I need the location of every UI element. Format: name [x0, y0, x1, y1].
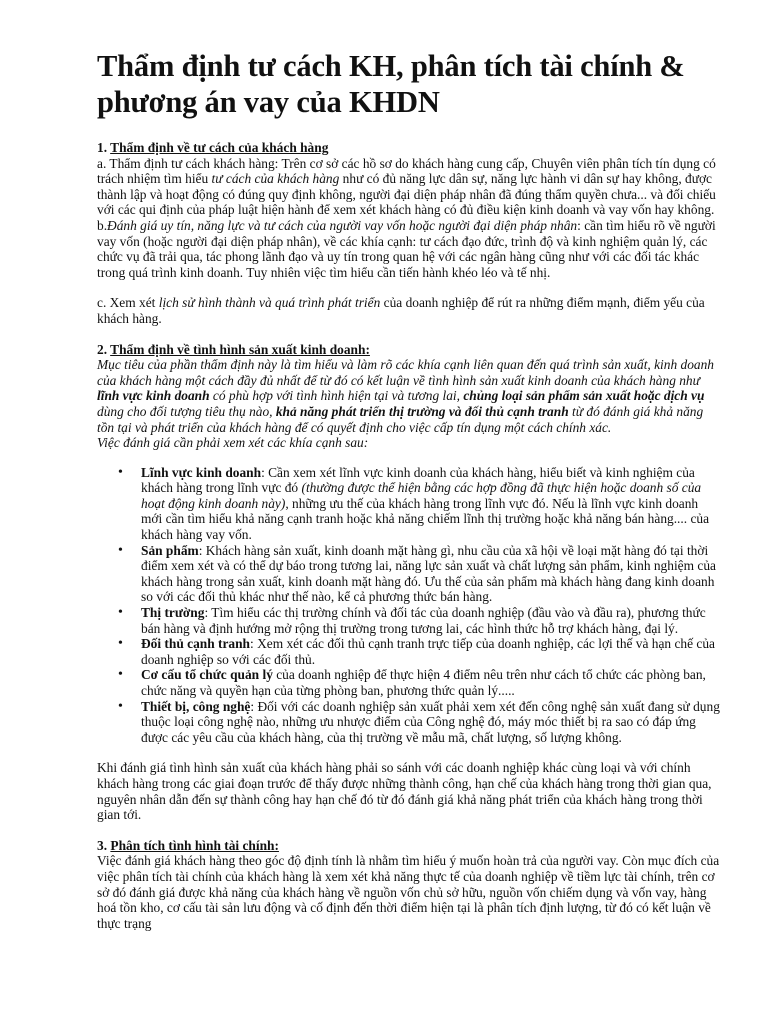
section-1-number: 1. — [97, 140, 111, 155]
intro-text-1: Mục tiêu của phần thẩm định này là tìm hiểu và làm rõ các khía cạnh liên quan đến quá trình sản xuất, kinh doanh của khách hàng một cách đầy đủ nhất để từ đó có kết luận về tình hình sản xuất kinh doanh của khách hàng như — [97, 357, 714, 388]
list-item-label: Thị trường — [141, 605, 205, 621]
list-item-text: : Tìm hiểu các thị trường chính và đối tác của doanh nghiệp (đầu vào và đầu ra), phương thức bán hàng và định hướng mở rộng thị trường trong tương lai, các hình thức hỗ trợ khách hàng, đại lý. — [141, 605, 706, 636]
intro-text-3: dùng cho đối tượng tiêu thụ nào, — [97, 403, 276, 419]
para-a-text-2: như có đủ năng lực dân sự, năng lực hành vi dân sự hay không, được thành lập và hoạt động có đúng quy định không, người đại diện pháp nhân đã đúng thẩm quyền chưa... và đối chiếu với các qui định của pháp luật hiện hành để xem xét khách hàng có đủ điều kiện kinh doanh và vay vốn hay không. — [97, 171, 716, 218]
list-item — [141, 667, 722, 698]
section-3-number: 3. — [97, 837, 111, 853]
intro-bold-3: khả năng phát triển thị trường và đối thủ cạnh tranh — [275, 403, 569, 419]
list-item-label: Cơ cấu tổ chức quản lý — [141, 667, 273, 683]
list-item-emphasis: (thường được thể hiện bằng các hợp đồng đã thực hiện hoặc doanh số của hoạt động kinh doanh này) — [141, 480, 702, 511]
list-item-text: : Cần xem xét lĩnh vực kinh doanh của khách hàng, hiểu biết và kinh nghiệm của khách hàng trong lĩnh vực đó — [141, 464, 695, 496]
intro-bold-2: chủng loại sản phẩm sản xuất hoặc dịch vụ — [463, 388, 705, 404]
section-2-closing: Khi đánh giá tình hình sản xuất của khách hàng phải so sánh với các doanh nghiệp khác cùng loại và với chính khách hàng trong các giai đoạn trước để thấy được những thành công, hạn chế của khách hàng trong thời gian qua, nguyên nhân dẫn đến sự thành công hay hạn chế đó từ đó đánh giá khả năng phát triển của khách hàng trong thời gian tới. — [97, 760, 712, 823]
list-item-text-2: , những ưu thế của khách hàng trong lĩnh vực đó. Nếu là lĩnh vực kinh doanh mới cần tìm hiểu khả năng cạnh tranh hoặc khả năng chiếm lĩnh thị trường hoặc khả năng bán hàng.... của khách hàng vay vốn. — [141, 495, 710, 543]
document-title: Thẩm định tư cách KH, phân tích tài chính & phương án vay của KHDN — [97, 49, 685, 119]
section-2 — [97, 342, 722, 823]
list-item-label: Lĩnh vực kinh doanh — [141, 464, 262, 480]
list-item — [141, 605, 722, 636]
list-item-label: Đối thủ cạnh tranh — [141, 636, 251, 652]
list-item — [141, 543, 722, 605]
section-1-heading — [97, 140, 722, 156]
section-2-intro — [97, 357, 722, 435]
section-2-heading — [97, 342, 722, 358]
para-b-emphasis: Đánh giá uy tín, năng lực và tư cách của người vay vốn hoặc người đại diện pháp nhân — [107, 217, 578, 233]
list-item-text: của doanh nghiệp để thực hiện 4 điểm nêu trên như cách tổ chức các phòng ban, chức năng và quyền hạn của từng phòng ban, phương thức quản lý..... — [141, 667, 706, 698]
intro-text-5: Việc đánh giá cần phải xem xét các khía cạnh sau: — [97, 435, 369, 451]
para-a-text-1: a. Thẩm định tư cách khách hàng: Trên cơ sở các hồ sơ do khách hàng cung cấp, Chuyên viên phân tích tín dụng có trách nhiệm tìm hiểu — [97, 155, 716, 187]
para-b-text-2: : cần tìm hiểu rõ về người vay vốn (hoặc người đại diện pháp nhân), về các khía cạnh: tư cách đạo đức, trình độ và kinh nghiệm quản lý, các chức vụ đã trải qua, tác phong lãnh đạo và uy tín trong quan hệ với các ngân hàng cũng như với các đối tác khác trong quá trình kinh doanh. Tuy nhiên việc tìm hiểu cần tiến hành khéo léo và tế nhị. — [97, 217, 716, 280]
para-c-emphasis: lịch sử hình thành và quá trình phát triển — [158, 295, 381, 311]
para-c-text-2: của doanh nghiệp để rút ra những điểm mạnh, điểm yếu của khách hàng. — [97, 295, 705, 326]
intro-text-4: từ đó đánh giá khả năng tồn tại và phát triển của khách hàng để có quyết định cho việc cấp tín dụng một cách chính xác. — [97, 403, 704, 435]
section-3 — [97, 838, 722, 932]
list-item — [141, 636, 722, 667]
section-3-body: Việc đánh giá khách hàng theo góc độ định tính là nhằm tìm hiểu ý muốn hoàn trả của người vay. Còn mục đích của việc phân tích tài chính của khách hàng là xem xét khả năng thực tế của doanh nghiệp về tiềm lực tài chính, trên cơ sở đó đánh giá được khả năng của khách hàng về nguồn vốn chủ sở hữu, nguồn vốn chiếm dụng và vốn vay, hàng hoá tồn kho, cơ cấu tài sản lưu động và cố định đến thời điểm hiện tại là phân tích định lượng, từ đó có kết luận về thực trạng — [97, 853, 720, 931]
list-item-label: Thiết bị, công nghệ — [141, 698, 251, 714]
section-2-intro-followup — [97, 435, 722, 451]
section-1-para-a — [97, 156, 722, 218]
section-3-heading-text: Phân tích tình hình tài chính: — [110, 837, 279, 853]
intro-text-2: có phù hợp với tình hình hiện tại và tương lai, — [209, 388, 464, 404]
section-1-para-c — [97, 295, 722, 326]
section-1 — [97, 140, 722, 327]
list-item-text: : Khách hàng sản xuất, kinh doanh mặt hàng gì, nhu cầu của xã hội về loại mặt hàng đó tại thời điểm xem xét và có thể dự báo trong tương lai, năng lực sản xuất và chất lượng sản phẩm, kinh nghiệm của khách hàng trong sản xuất, kinh doanh mặt hàng đó. Ưu thế của sản phẩm mà khách hàng đang kinh doanh so với các đối thủ khác như thế nào, kể cả phương thức bán hàng. — [141, 542, 716, 605]
section-2-number: 2. — [97, 341, 111, 357]
para-a-emphasis: tư cách của khách hàng — [211, 171, 340, 187]
criteria-list — [97, 465, 722, 746]
list-item-label: Sản phẩm — [141, 542, 199, 558]
list-item-text: : Xem xét các đối thủ cạnh tranh trực tiếp của doanh nghiệp, các lợi thế và hạn chế của doanh nghiệp so với các đối thủ. — [141, 636, 715, 667]
list-item — [141, 699, 722, 746]
list-item — [141, 465, 722, 543]
intro-bold-1: lĩnh vực kinh doanh — [97, 388, 210, 404]
section-1-para-b — [97, 218, 722, 280]
list-item-text: : Đối với các doanh nghiệp sản xuất phải xem xét đến công nghệ sản xuất đang sử dụng thuộc loại công nghệ nào, những ưu nhược điểm của Công nghệ đó, máy móc thiết bị ra sao có đáp ứng được các yêu cầu của khách hàng, của thị trường về mẫu mã, chất lượng, số lượng không. — [141, 698, 720, 745]
section-3-heading — [97, 838, 722, 854]
para-b-text-1: b. — [97, 217, 108, 233]
section-2-heading-text: Thẩm định về tình hình sản xuất kinh doanh: — [110, 341, 370, 357]
para-c-text-1: c. Xem xét — [97, 295, 159, 311]
section-1-heading-text: Thẩm định về tư cách của khách hàng — [110, 140, 329, 155]
